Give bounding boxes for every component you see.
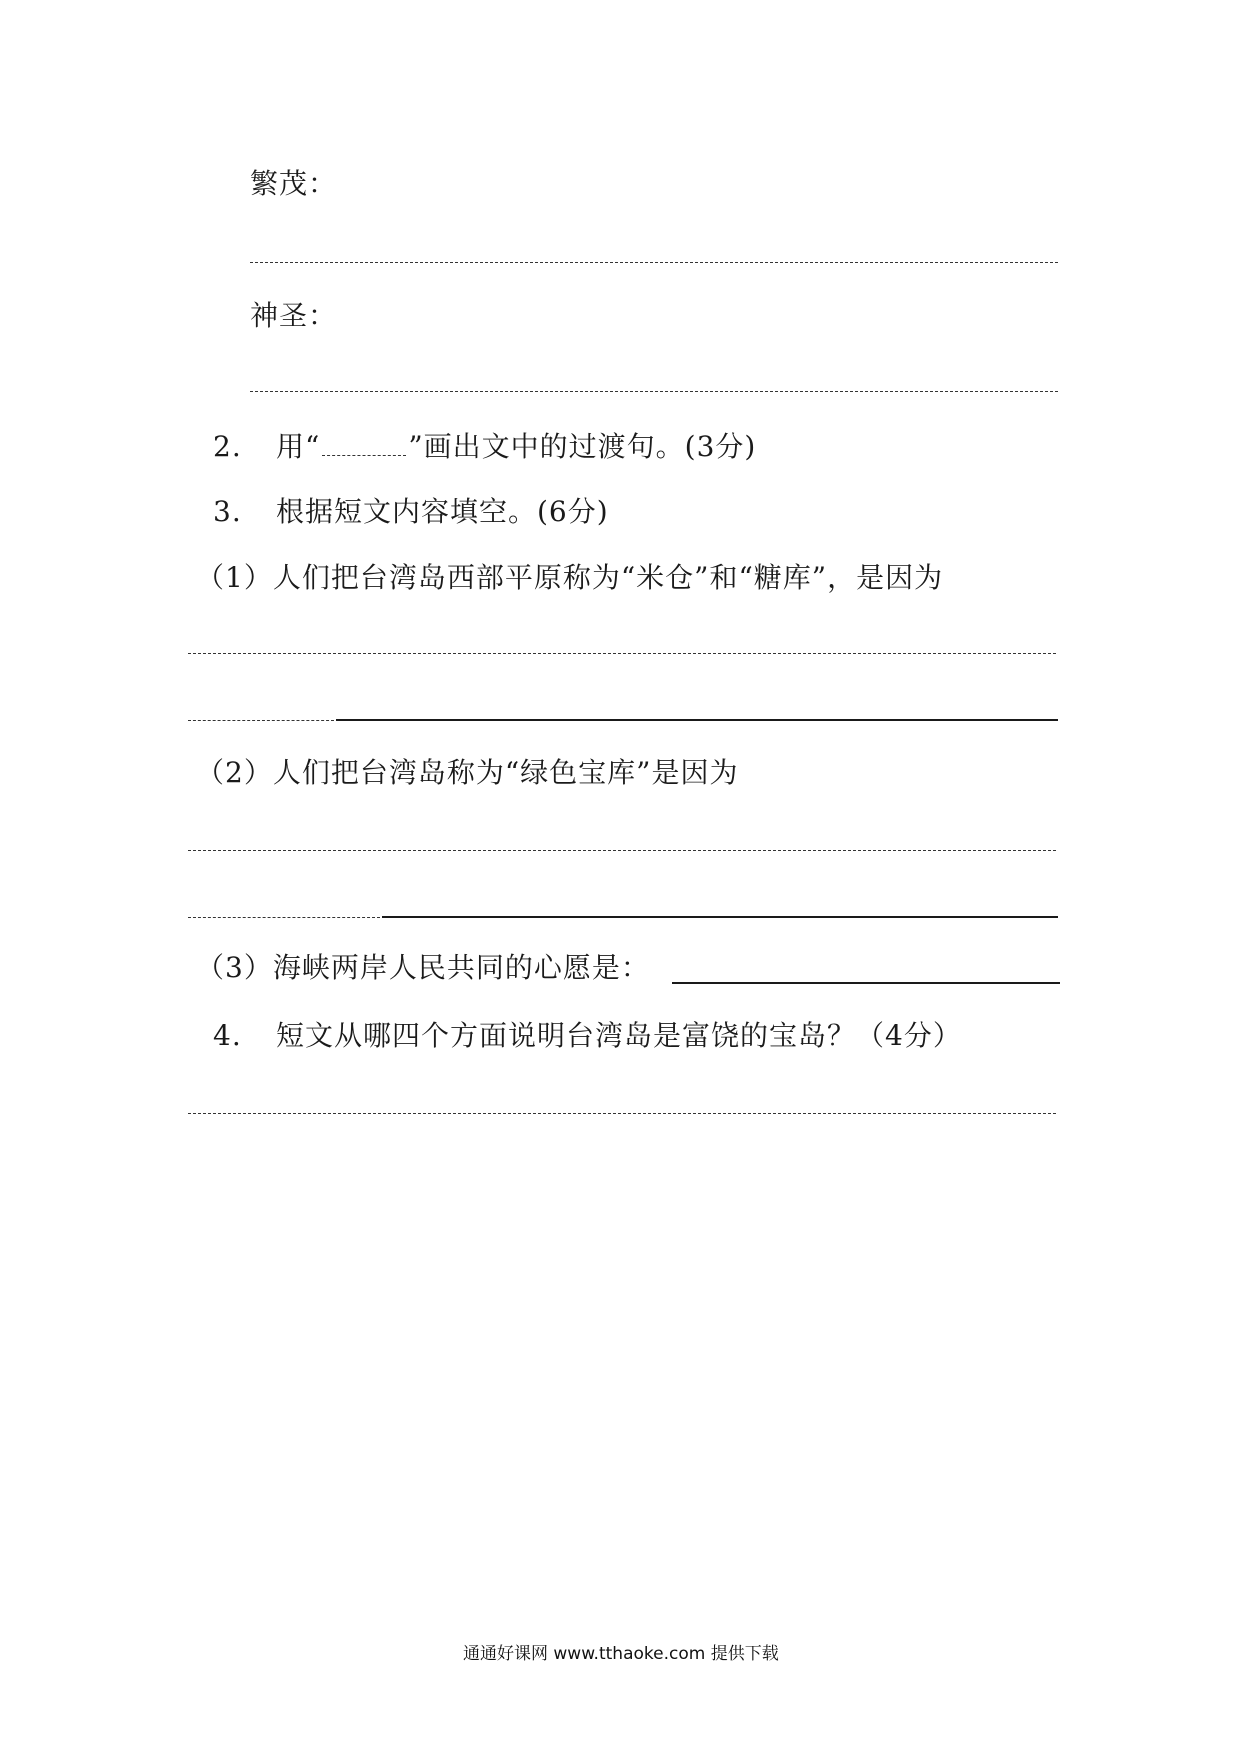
question-2-text-before: 用“ xyxy=(276,430,321,463)
question-3-1-answer-line-2a[interactable] xyxy=(188,720,334,721)
question-3-number: 3. xyxy=(213,495,242,528)
question-2-inline-blank xyxy=(322,431,406,456)
shensheng-answer-line[interactable] xyxy=(250,391,1058,392)
fanmao-label: 繁茂： xyxy=(250,167,338,200)
question-3-2-answer-line-2a[interactable] xyxy=(188,917,380,918)
question-2-text-after: ”画出文中的过渡句。(3分) xyxy=(408,430,757,463)
question-3-2-text: （2）人们把台湾岛称为“绿色宝库”是因为 xyxy=(196,756,739,789)
question-3-2-answer-line-1[interactable] xyxy=(188,850,1056,851)
question-3-3-answer-line[interactable] xyxy=(672,982,1060,984)
question-2-text xyxy=(276,429,756,465)
question-4-number: 4. xyxy=(213,1019,242,1052)
question-4-answer-line[interactable] xyxy=(188,1113,1056,1114)
question-3-1-text: （1）人们把台湾岛西部平原称为“米仓”和“糖库”，是因为 xyxy=(196,561,944,594)
question-3-3-text: （3）海峡两岸人民共同的心愿是： xyxy=(196,951,650,984)
fanmao-answer-line[interactable] xyxy=(250,262,1058,263)
question-3-2-answer-line-2b[interactable] xyxy=(382,916,1058,918)
question-4-text: 短文从哪四个方面说明台湾岛是富饶的宝岛？（4分） xyxy=(276,1019,962,1052)
question-2-number: 2. xyxy=(213,430,242,463)
page-footer: 通通好课网 www.tthaoke.com 提供下载 xyxy=(463,1644,779,1664)
question-3-1-answer-line-1[interactable] xyxy=(188,653,1056,654)
question-3-text: 根据短文内容填空。(6分) xyxy=(276,495,609,528)
shensheng-label: 神圣： xyxy=(250,299,338,332)
question-3-1-answer-line-2b[interactable] xyxy=(336,719,1058,721)
